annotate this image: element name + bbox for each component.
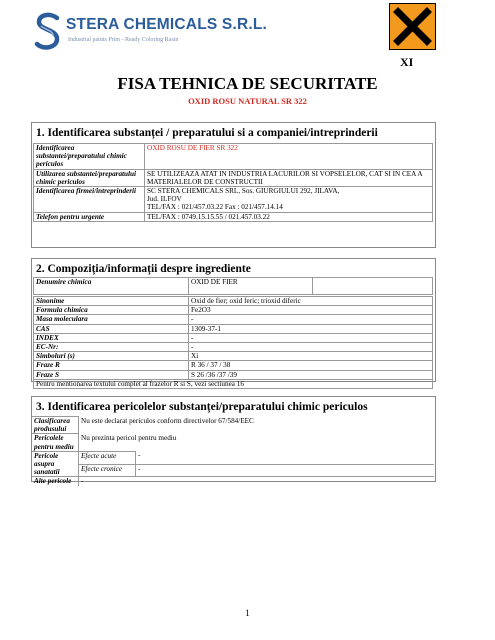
acute-value: -	[138, 451, 141, 460]
page-number: 1	[245, 608, 250, 618]
section-composition	[31, 258, 436, 388]
row-label: Identificarea firmei/intreprinderii	[34, 187, 145, 213]
row-label: Utilizarea substantei/preparatului chimic periculos	[34, 169, 145, 186]
page-title: FISA TEHNICA DE SECURITATE	[117, 74, 378, 93]
row-value: -	[189, 315, 433, 324]
section-heading: 2. Compoziția/informații despre ingrediente	[36, 263, 251, 275]
row-value: OXID ROSU DE FIER SR 322	[145, 144, 433, 170]
table-row	[34, 315, 433, 324]
row-value: R 36 / 37 / 38	[189, 361, 433, 370]
table-row	[34, 212, 433, 221]
table-row	[34, 361, 433, 370]
table-row	[34, 169, 433, 186]
row-value	[145, 187, 433, 213]
row-label: Pericole asupra sanatatii	[32, 451, 79, 477]
table-row	[34, 324, 433, 333]
company-logo-icon	[33, 12, 63, 52]
table-row	[32, 464, 434, 477]
row-label: Fraze S	[34, 370, 189, 379]
harmful-hazard-icon	[389, 3, 436, 50]
section-identification	[31, 122, 436, 248]
row-label: EC-Nr:	[34, 343, 189, 352]
row-value: Fe2O3	[189, 306, 433, 315]
composition-table	[33, 277, 433, 295]
row-value: 1309-37-1	[189, 324, 433, 333]
table-row	[34, 144, 433, 170]
table-row	[32, 477, 434, 486]
row-label: Pericolele pentru mediu	[32, 434, 79, 451]
row-label: INDEX	[34, 333, 189, 342]
row-label: Identificarea substantei/preparatului chimic periculos	[34, 144, 145, 170]
row-label: Clasificarea produsului	[32, 417, 79, 434]
row-label: Telefon pentru urgente	[34, 212, 145, 221]
table-row	[34, 370, 433, 379]
row-value: -	[81, 477, 84, 486]
company-name: STERA CHEMICALS S.R.L.	[66, 16, 268, 33]
note-text: Pentru mentionarea textului complet al frazelor R si S, vezi sectiunea 16	[34, 379, 433, 388]
sub-label: Efecte cronice	[79, 464, 136, 477]
identification-table	[33, 143, 433, 222]
sub-value: -	[136, 464, 435, 477]
row-value: Nu este declarat periculos conform directivelor 67/584/EEC	[81, 416, 254, 425]
table-row	[34, 297, 433, 306]
row-label: Formula chimica	[34, 306, 189, 315]
sub-label: Efecte acute	[79, 451, 136, 464]
section-heading: 3. Identificarea pericolelor substanței/preparatului chimic periculos	[36, 401, 368, 413]
ingredients-table	[33, 296, 433, 389]
table-row	[34, 352, 433, 361]
row-label: Masa moleculara	[34, 315, 189, 324]
row-label: Sinonime	[34, 297, 189, 306]
company-tagline: Industrial paints Prim - Ready Coloring Rasin	[68, 37, 179, 43]
table-row	[34, 306, 433, 315]
row-value: SE UTILIZEAZA ATAT IN INDUSTRIA LACURILOR SI VOPSELELOR, CAT SI IN CEA A MATERIALELOR DE CONSTRUCTII	[145, 169, 433, 186]
row-value: TEL/FAX : 0749.15.15.55 / 021.457.03.22	[145, 212, 433, 221]
table-row	[34, 187, 433, 213]
row-value: Xi	[189, 352, 433, 361]
section-heading: 1. Identificarea substanței / preparatului si a companiei/intreprinderii	[36, 127, 378, 139]
section-hazards	[31, 396, 436, 486]
row-value: OXID DE FIER	[189, 278, 313, 295]
empty-cell	[313, 278, 433, 295]
table-row	[34, 343, 433, 352]
row-label: Denumire chimica	[34, 278, 189, 295]
row-value: S 26 /36 /37 /39	[189, 370, 433, 379]
row-label: CAS	[34, 324, 189, 333]
address-line: Jud. ILFOV	[147, 195, 182, 204]
row-value: -	[189, 333, 433, 342]
row-value: Oxid de fier; oxid feric; trioxid diferic	[189, 297, 433, 306]
row-label: Fraze R	[34, 361, 189, 370]
product-name: OXID ROSU NATURAL SR 322	[188, 96, 307, 106]
table-row	[32, 434, 434, 451]
table-row	[34, 278, 433, 295]
row-label: Alte pericole	[32, 477, 79, 486]
hazard-code: XI	[400, 55, 414, 69]
address-line: SC STERA CHEMICALS SRL, Sos. GIURGIULUI 292, JILAVA,	[147, 187, 340, 196]
table-row	[34, 333, 433, 342]
hazards-table	[32, 416, 434, 486]
table-row	[32, 451, 434, 464]
row-value: Nu prezinta pericol pentru mediu	[81, 433, 177, 442]
row-label: Simboluri (s)	[34, 352, 189, 361]
sub-value	[136, 451, 435, 464]
table-row	[34, 379, 433, 388]
row-value: -	[189, 343, 433, 352]
table-row	[32, 417, 434, 434]
phone-line: TEL/FAX : 021/457.03.22 Fax : 021/457.14.14	[147, 203, 283, 212]
